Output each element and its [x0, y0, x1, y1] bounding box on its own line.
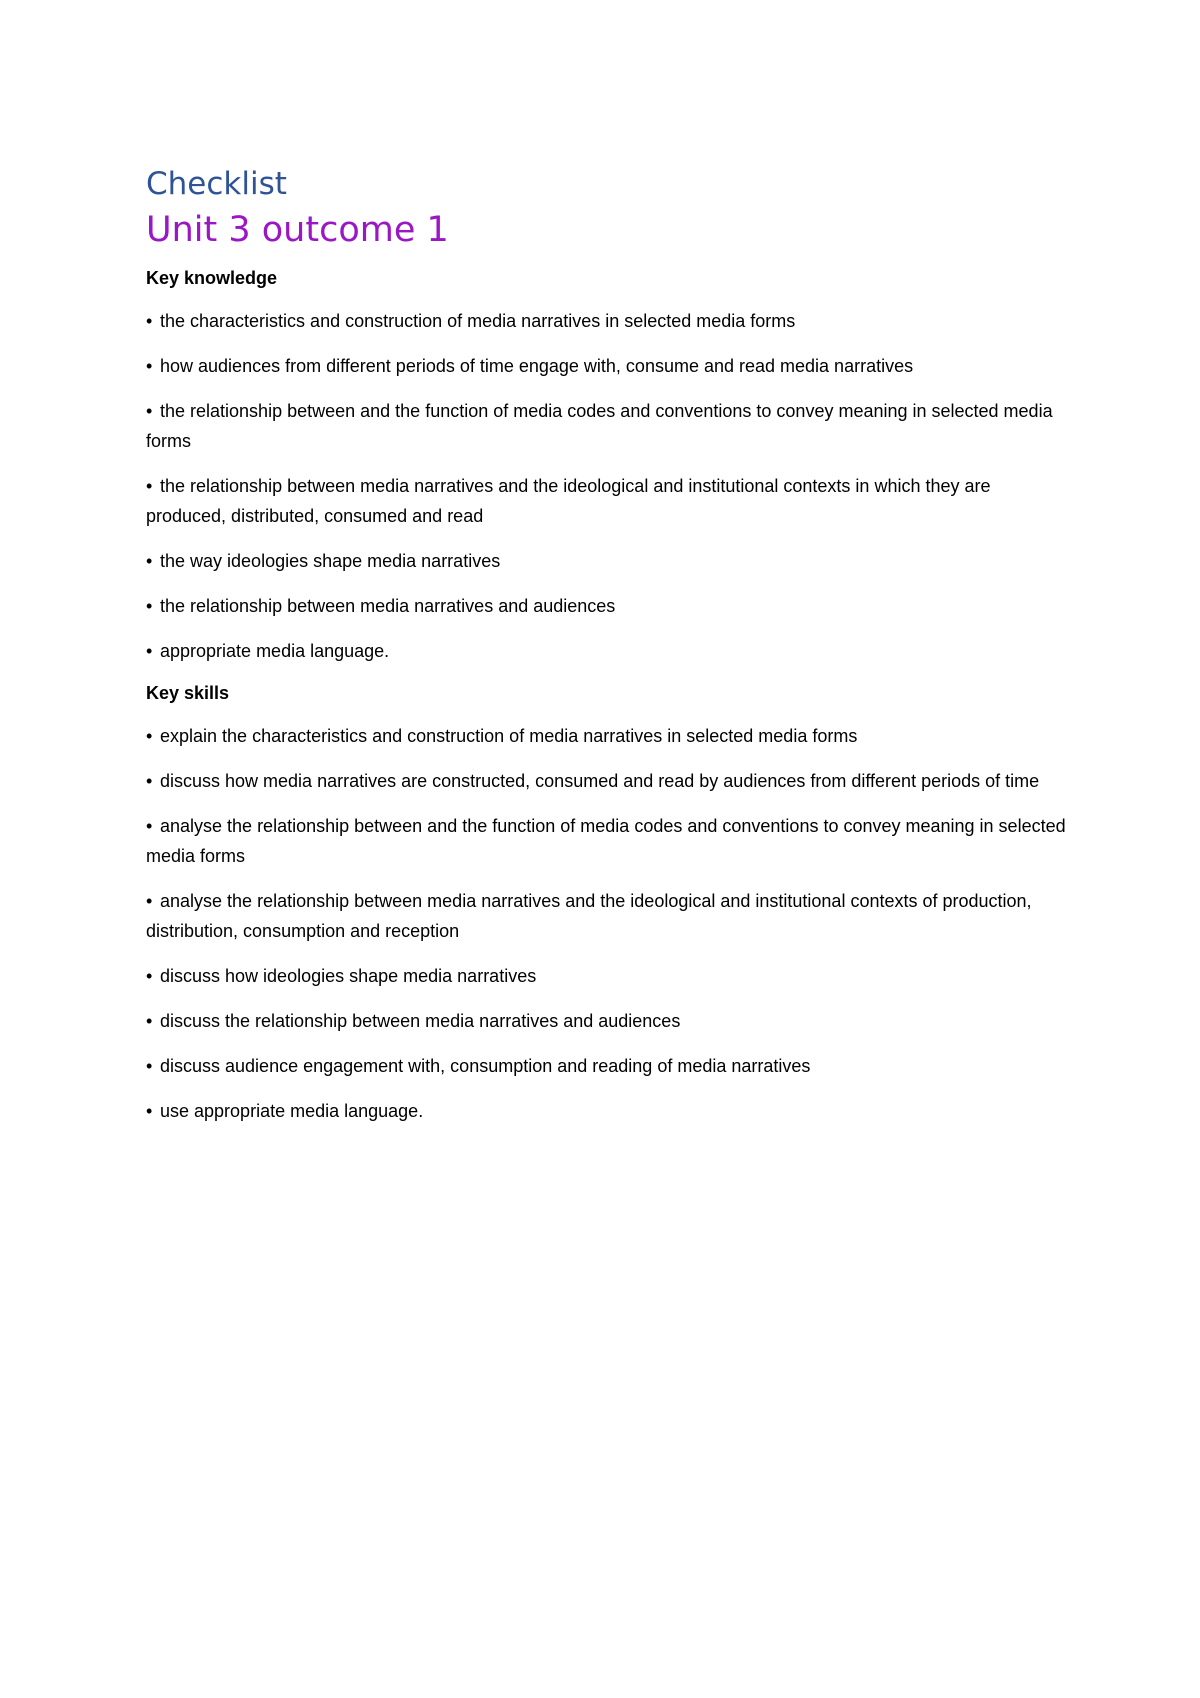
key-knowledge-item: [146, 396, 1066, 456]
bullet-icon: •: [146, 311, 153, 331]
key-skills-item: [146, 721, 1066, 751]
key-knowledge-item: [146, 351, 1066, 381]
key-knowledge-item-text: the relationship between media narratives and audiences: [160, 596, 616, 616]
key-skills-item-text: discuss how ideologies shape media narratives: [160, 966, 537, 986]
key-skills-item: [146, 961, 1066, 991]
bullet-icon: •: [146, 1101, 153, 1121]
document-title: Checklist: [146, 166, 287, 202]
document-subtitle: Unit 3 outcome 1: [146, 210, 449, 250]
bullet-icon: •: [146, 891, 153, 911]
key-knowledge-heading: Key knowledge: [146, 268, 278, 288]
bullet-icon: •: [146, 641, 153, 661]
key-knowledge-item: [146, 636, 1066, 666]
bullet-icon: •: [146, 356, 153, 376]
key-skills-item-text: analyse the relationship between media narratives and the ideological and institutional contexts of production, distribution, consumption and reception: [146, 891, 1032, 941]
key-skills-item-text: explain the characteristics and construction of media narratives in selected media forms: [160, 726, 858, 746]
key-skills-item: [146, 886, 1066, 946]
key-knowledge-item: [146, 471, 1066, 531]
bullet-icon: •: [146, 551, 153, 571]
bullet-icon: •: [146, 771, 153, 791]
key-skills-item-text: analyse the relationship between and the function of media codes and conventions to convey meaning in selected media forms: [146, 816, 1066, 866]
bullet-icon: •: [146, 401, 153, 421]
key-skills-item-text: discuss the relationship between media narratives and audiences: [160, 1011, 681, 1031]
bullet-icon: •: [146, 1011, 153, 1031]
bullet-icon: •: [146, 966, 153, 986]
bullet-icon: •: [146, 726, 153, 746]
key-skills-list: [146, 721, 1066, 1126]
key-knowledge-list: [146, 306, 1066, 666]
key-knowledge-item-text: the relationship between and the function of media codes and conventions to convey meaning in selected media forms: [146, 401, 1053, 451]
key-skills-item: [146, 1096, 1066, 1126]
key-skills-item-text: use appropriate media language.: [160, 1101, 424, 1121]
key-knowledge-item-text: the characteristics and construction of media narratives in selected media forms: [160, 311, 796, 331]
key-knowledge-item-text: the way ideologies shape media narratives: [160, 551, 501, 571]
document-page: [146, 162, 1066, 1141]
key-knowledge-item: [146, 546, 1066, 576]
bullet-icon: •: [146, 1056, 153, 1076]
key-skills-item-text: discuss how media narratives are constructed, consumed and read by audiences from different periods of time: [160, 771, 1040, 791]
key-knowledge-item: [146, 306, 1066, 336]
key-skills-heading: Key skills: [146, 683, 230, 703]
key-skills-item: [146, 811, 1066, 871]
bullet-icon: •: [146, 476, 153, 496]
key-knowledge-item-text: appropriate media language.: [160, 641, 390, 661]
bullet-icon: •: [146, 596, 153, 616]
key-skills-item-text: discuss audience engagement with, consumption and reading of media narratives: [160, 1056, 811, 1076]
bullet-icon: •: [146, 816, 153, 836]
key-skills-item: [146, 1051, 1066, 1081]
key-skills-item: [146, 766, 1066, 796]
key-knowledge-item-text: how audiences from different periods of time engage with, consume and read media narratives: [160, 356, 914, 376]
key-knowledge-item-text: the relationship between media narratives and the ideological and institutional contexts in which they are produced, distributed, consumed and read: [146, 476, 991, 526]
key-knowledge-item: [146, 591, 1066, 621]
key-skills-item: [146, 1006, 1066, 1036]
